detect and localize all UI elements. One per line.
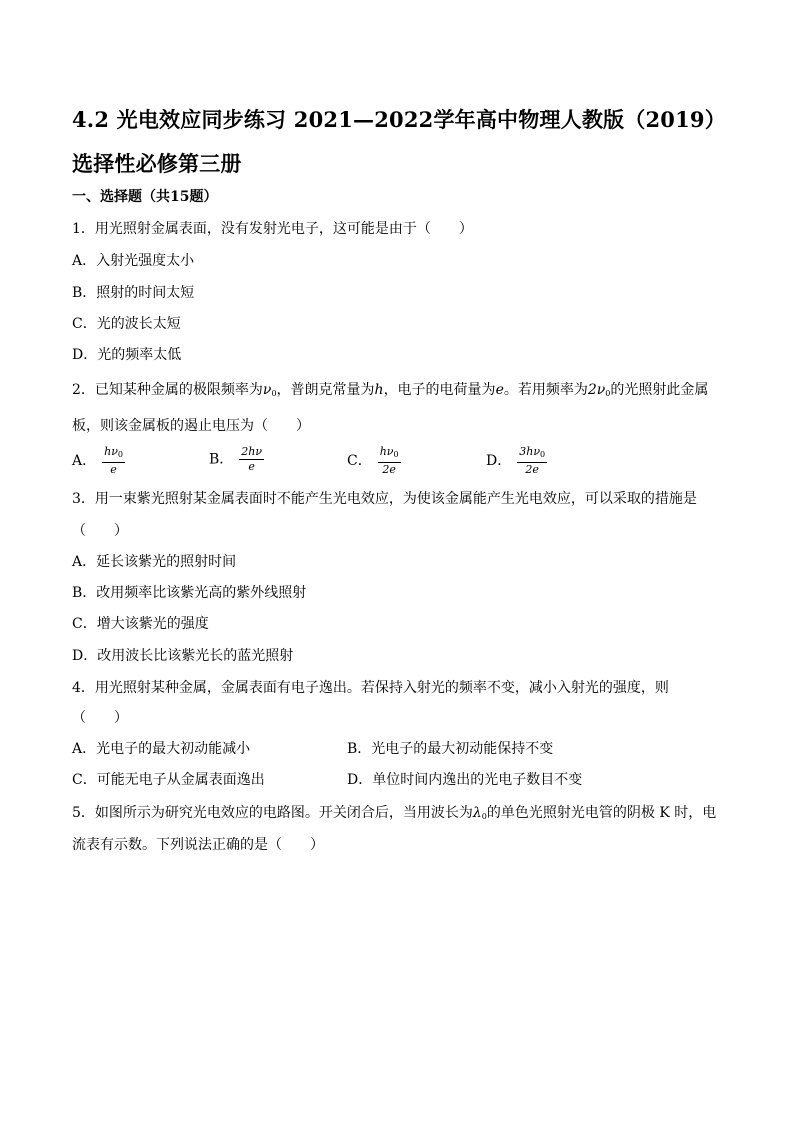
question-3-stem: 3．用一束紫光照射某金属表面时不能产生光电效应，为使该金属能产生光电效应，可以采取的措施是 bbox=[72, 491, 697, 507]
question-1-option-b: B．照射的时间太短 bbox=[72, 285, 195, 301]
question-3-option-d: D．改用波长比该紫光长的蓝光照射 bbox=[72, 648, 294, 664]
question-3-option-c: C．增大该紫光的强度 bbox=[72, 616, 209, 632]
question-3-stem-line2: （ ） bbox=[72, 523, 128, 539]
question-4-option-d: D．单位时间内逸出的光电子数目不变 bbox=[347, 772, 583, 788]
question-1-option-c: C．光的波长太短 bbox=[72, 316, 181, 332]
question-4-option-b: B．光电子的最大初动能保持不变 bbox=[347, 741, 554, 757]
question-3-option-a: A．延长该紫光的照射时间 bbox=[72, 554, 237, 570]
question-2-stem: 2．已知某种金属的极限频率为$\nu_0$，普朗克常量为h，电子的电荷量为e。若用频率为$2\nu_0$的光照射此金属 bbox=[72, 382, 709, 398]
two-nu0-symbol: $2\nu_0$ bbox=[587, 382, 611, 398]
question-5-stem-line2: 流表有示数。下列说法正确的是（ ） bbox=[72, 837, 324, 853]
fraction-d: $\frac{3h\nu_0}{2e}$ bbox=[519, 445, 546, 476]
fraction-b: $\frac{2h\nu}{e}$ bbox=[241, 445, 263, 473]
h-symbol: h bbox=[374, 382, 384, 398]
question-4-stem: 4．用光照射某种金属，金属表面有电子逸出。若保持入射光的频率不变，减小入射光的强度，则 bbox=[72, 680, 669, 696]
question-2-option-d: D． $\frac{3h\nu_0}{2e}$ bbox=[486, 445, 546, 476]
question-3-option-b: B．改用频率比该紫光高的紫外线照射 bbox=[72, 585, 307, 601]
e-symbol: e bbox=[495, 382, 504, 398]
lambda0-symbol: $\lambda_0$ bbox=[472, 805, 487, 821]
question-4-stem-line2: （ ） bbox=[72, 710, 128, 726]
fraction-c: $\frac{h\nu_0}{2e}$ bbox=[379, 445, 399, 476]
fraction-a: $\frac{h\nu_0}{e}$ bbox=[104, 445, 123, 476]
question-2-option-a: A． $\frac{h\nu_0}{e}$ bbox=[72, 445, 123, 476]
question-5-stem: 5．如图所示为研究光电效应的电路图。开关闭合后，当用波长为$\lambda_0$的单色光照射光电管的阴极 K 时，电 bbox=[72, 805, 717, 821]
question-4-option-c: C．可能无电子从金属表面逸出 bbox=[72, 772, 265, 788]
question-2-option-b: B． $\frac{2h\nu}{e}$ bbox=[209, 445, 263, 473]
question-1-option-a: A．入射光强度太小 bbox=[72, 253, 195, 269]
question-1-stem: 1．用光照射金属表面，没有发射光电子，这可能是由于（ ） bbox=[72, 221, 473, 237]
nu0-symbol: $\nu_0$ bbox=[262, 382, 277, 398]
question-2-option-c: C． $\frac{h\nu_0}{2e}$ bbox=[347, 445, 399, 476]
question-4-option-a: A．光电子的最大初动能减小 bbox=[72, 741, 251, 757]
section-heading: 一、选择题（共15题） bbox=[72, 189, 218, 205]
question-2-stem-line2: 板，则该金属板的遏止电压为（ ） bbox=[72, 418, 310, 434]
question-1-option-d: D．光的频率太低 bbox=[72, 347, 182, 363]
document-title: 4.2 光电效应同步练习 2021—2022学年高中物理人教版（2019）选择性必修第三册 bbox=[72, 107, 726, 176]
